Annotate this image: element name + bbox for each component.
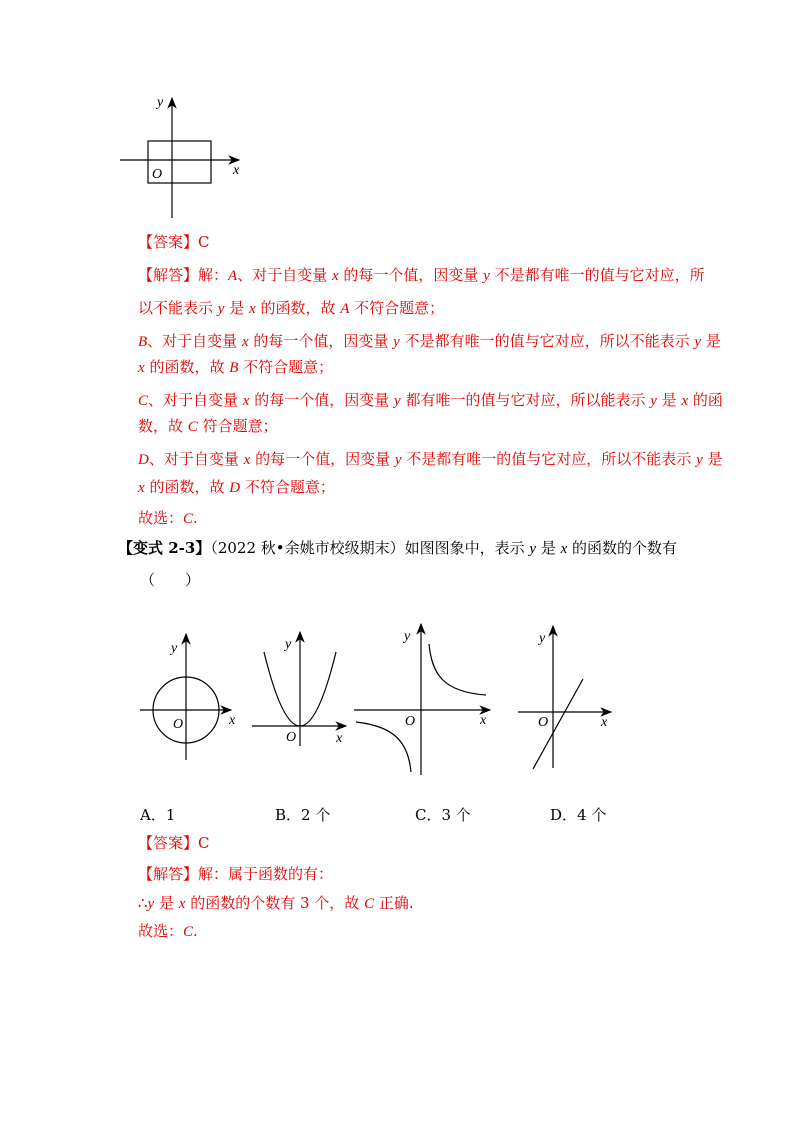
x-label: x [601, 715, 608, 730]
solution-line: C、对于自变量 x 的每一个值，因变量 y 都有唯一的值与它对应，所以能表示 y 是 x 的函 [138, 391, 723, 409]
parabola-graph [250, 628, 350, 748]
y-label: y [404, 629, 411, 644]
solution-line: x 的函数，故 B 不符合题意； [138, 358, 334, 376]
rectangle-graph-figure [115, 90, 250, 220]
solution-line: B、对于自变量 x 的每一个值，因变量 y 不是都有唯一的值与它对应，所以不能表示 y 是 [138, 332, 721, 350]
y-label: y [539, 631, 546, 646]
answer-value: C [198, 834, 210, 852]
solution-line: 以不能表示 y 是 x 的函数，故 A 不符合题意； [138, 299, 445, 317]
origin-label: O [173, 717, 184, 732]
option-d[interactable]: D．4 个 [550, 806, 607, 824]
y-label: y [157, 95, 164, 110]
circle-graph [135, 628, 250, 763]
y-label: y [171, 641, 178, 656]
hyperbola-graph [352, 620, 500, 778]
solution-line: 数，故 C 符合题意； [138, 417, 278, 435]
solution-line: 故选：C. [138, 509, 198, 527]
solution2-line: ∴y 是 x 的函数的个数有 3 个，故 C 正确. [138, 894, 414, 912]
x-label: x [233, 163, 240, 178]
answer-line-2 [138, 833, 210, 853]
x-label: x [480, 713, 487, 728]
solution2-line: 【解答】解：属于函数的有： [138, 865, 334, 883]
hyperbola-branch-upper [429, 644, 486, 695]
origin-label: O [405, 714, 416, 729]
option-b[interactable]: B．2 个 [275, 806, 331, 824]
solution-bracket: 【解答】 [138, 865, 199, 883]
x-label: x [229, 713, 236, 728]
solution-line: x 的函数，故 D 不符合题意； [138, 478, 335, 496]
solution-line: D、对于自变量 x 的每一个值，因变量 y 不是都有唯一的值与它对应，所以不能表示 y 是 [138, 450, 723, 468]
x-label: x [336, 731, 343, 746]
answer-value: C [198, 233, 210, 251]
solution2-line: 故选：C. [138, 922, 198, 940]
solution-bracket: 【解答】 [138, 266, 199, 284]
answer-line-1 [138, 232, 210, 252]
line-graph [515, 622, 615, 772]
origin-label: O [286, 730, 297, 745]
option-a[interactable]: A．1 [140, 806, 176, 824]
option-c[interactable]: C．3 个 [415, 806, 471, 824]
origin-label: O [538, 715, 549, 730]
question-line: 【变式 2-3】（2022 秋•余姚市校级期末）如图图象中，表示 y 是 x 的函数的个数有 [118, 539, 678, 557]
y-label: y [285, 637, 292, 652]
answer-bracket: 【答案】 [138, 834, 199, 852]
origin-label: O [152, 167, 163, 182]
question-label: 【变式 2-3】 [118, 539, 211, 557]
answer-bracket: 【答案】 [138, 233, 199, 251]
hyperbola-branch-lower [356, 722, 411, 772]
question-paren: （ ） [140, 571, 201, 589]
solution-line: 【解答】解：A、对于自变量 x 的每一个值，因变量 y 不是都有唯一的值与它对应，所 [138, 266, 705, 284]
